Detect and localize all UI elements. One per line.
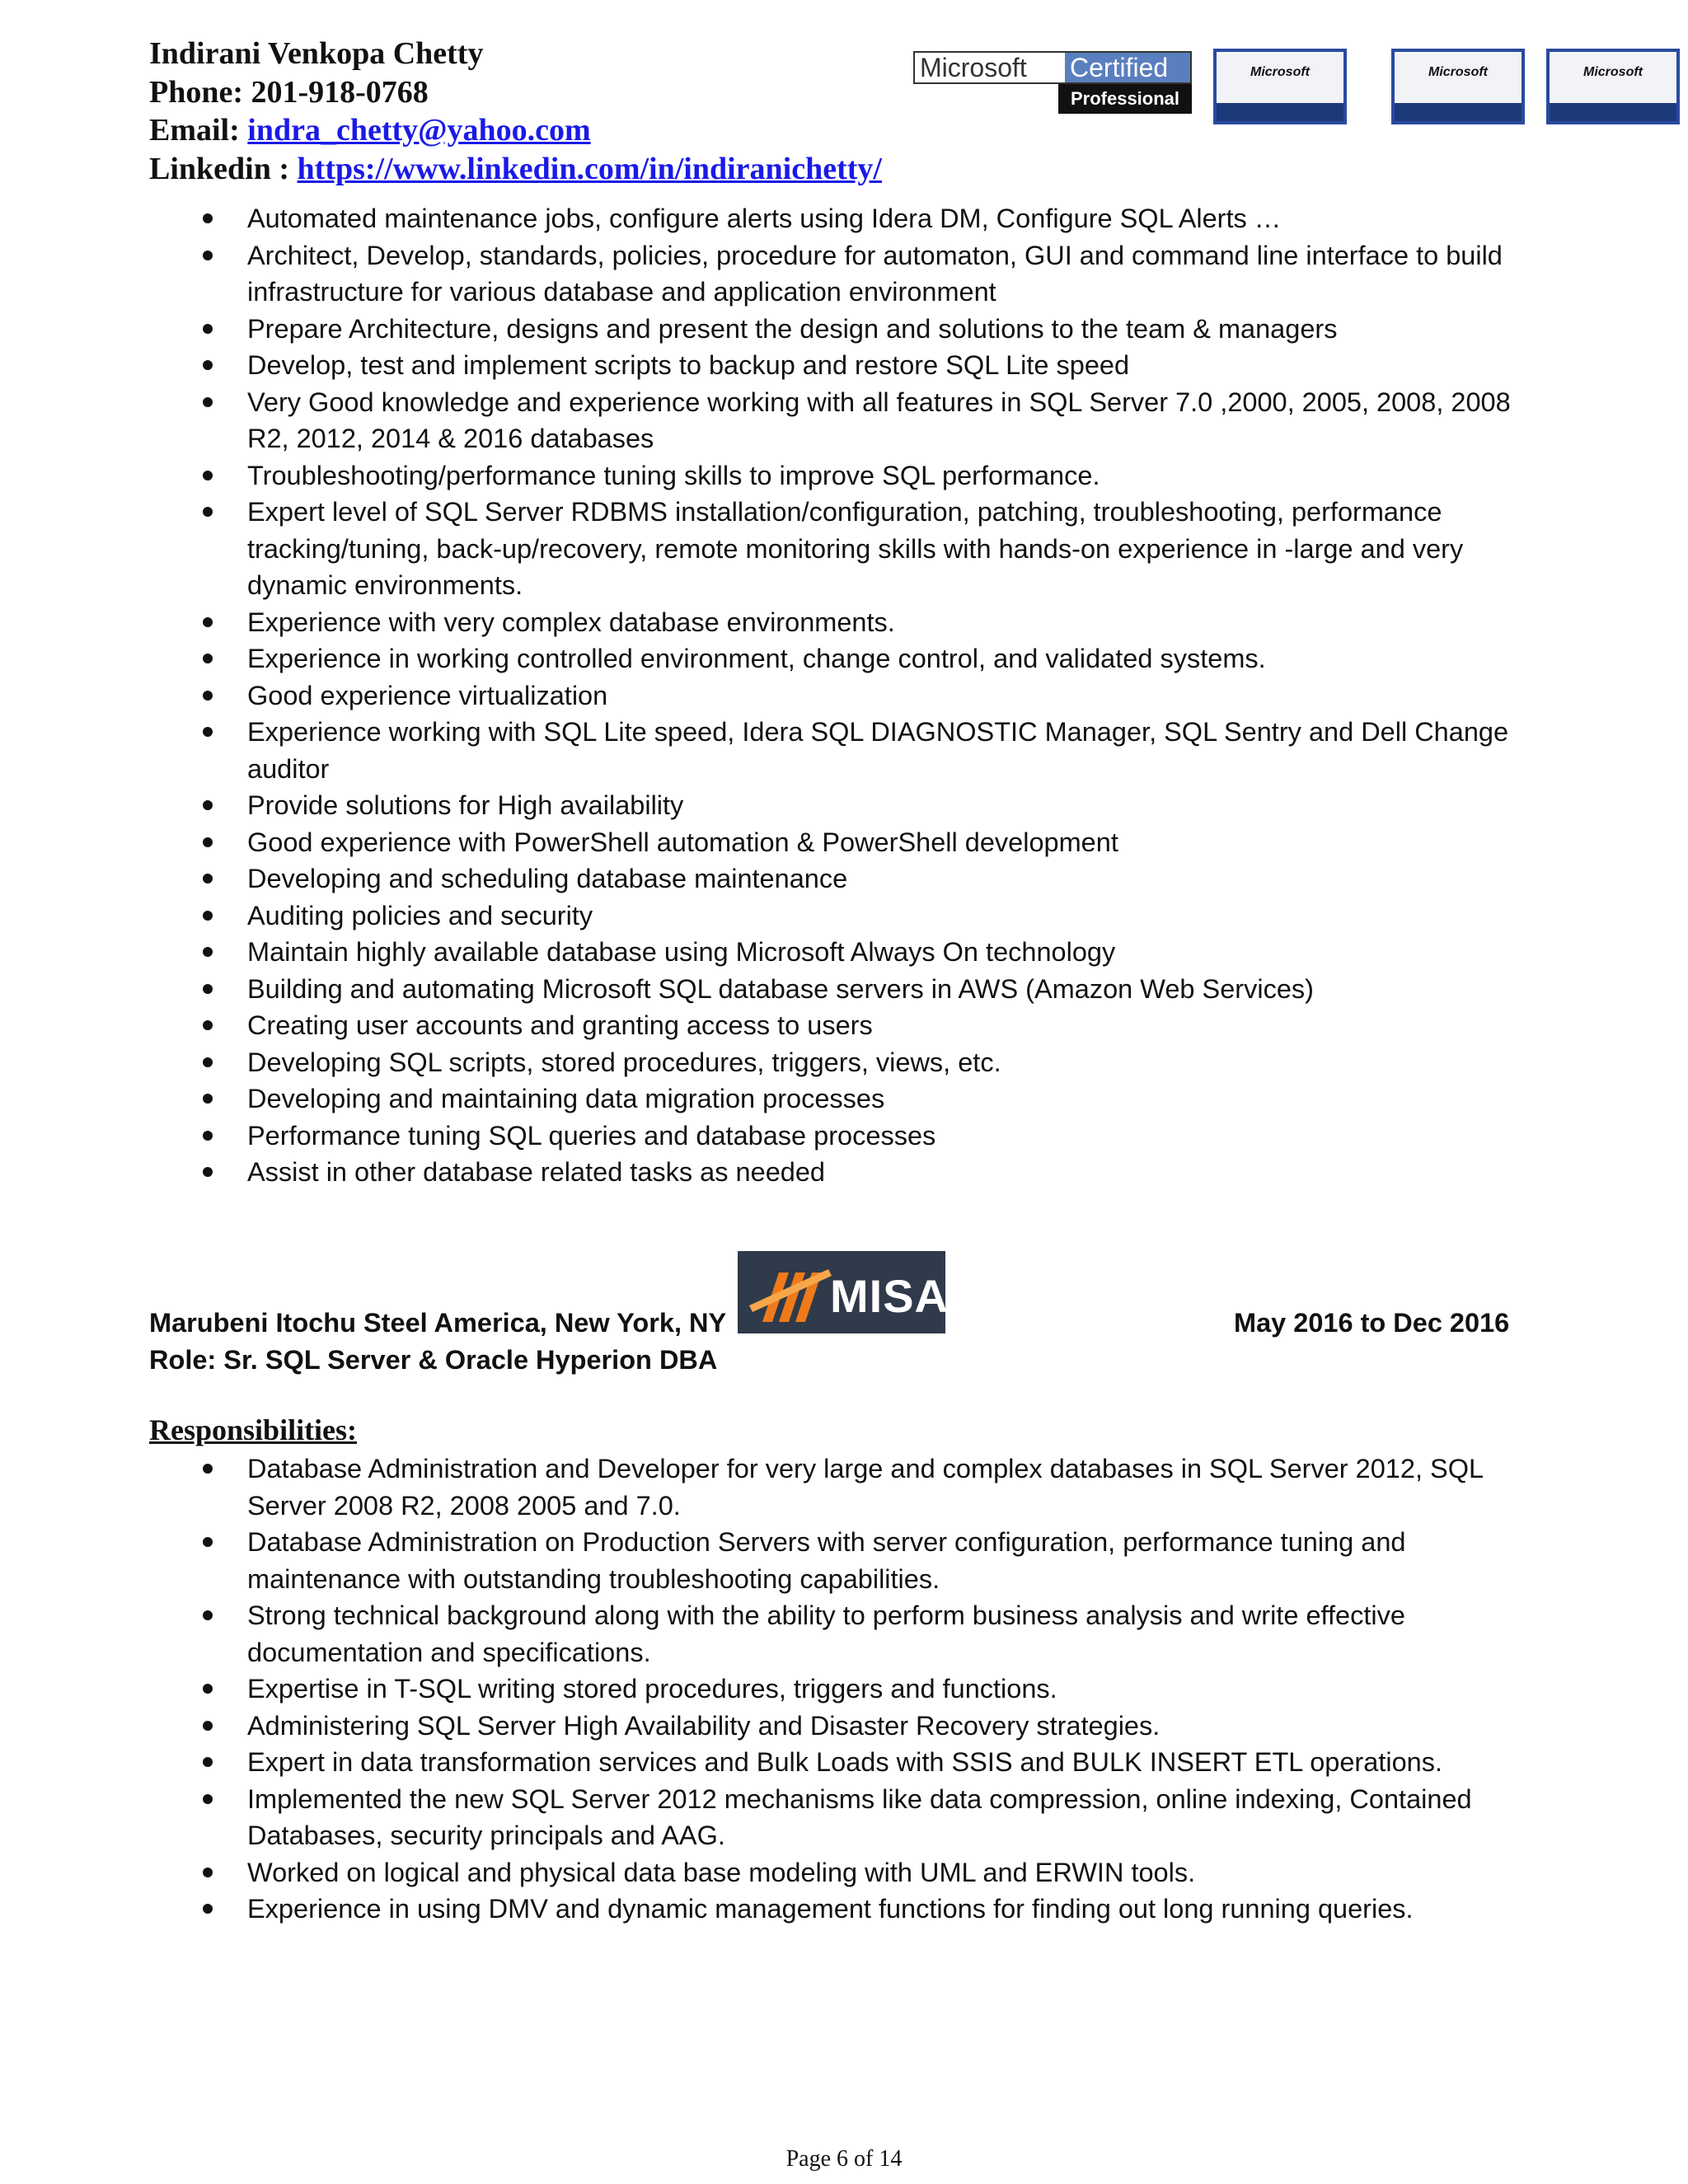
job-dates: May 2016 to Dec 2016 <box>1234 1308 1510 1338</box>
skill-bullet-item: Prepare Architecture, designs and present the design and solutions to the team & managers <box>247 311 1550 348</box>
misa-logo <box>738 1251 949 1333</box>
linkedin-link[interactable]: https://www.linkedin.com/in/indiranichetty/ <box>297 151 882 186</box>
email-link[interactable]: indra_chetty@yahoo.com <box>247 113 591 148</box>
skill-bullet-item: Building and automating Microsoft SQL database servers in AWS (Amazon Web Services) <box>247 971 1550 1008</box>
skill-bullet-item: Expert level of SQL Server RDBMS installation/configuration, patching, troubleshooting, performance tracking/tuning, back-up/recovery, remote monitoring skills with hands-on experience in -large and very dynamic environments. <box>247 494 1550 604</box>
page-number: Page 6 of 14 <box>785 2146 903 2172</box>
misa-mark-icon <box>746 1264 835 1324</box>
microsoft-badge-2 <box>1391 49 1525 124</box>
skill-bullet-item: Creating user accounts and granting access to users <box>247 1007 1550 1044</box>
phone-number: 201-918-0768 <box>251 74 429 110</box>
microsoft-badge-3 <box>1546 49 1680 124</box>
responsibility-bullet-item: Expert in data transformation services and Bulk Loads with SSIS and BULK INSERT ETL operations. <box>247 1744 1550 1781</box>
phone-line <box>149 73 973 112</box>
badge-3-text: Microsoft <box>1583 65 1643 79</box>
skill-bullet-item: Automated maintenance jobs, configure alerts using Idera DM, Configure SQL Alerts … <box>247 200 1550 237</box>
misa-logo-text: MISA <box>830 1270 949 1322</box>
skill-bullet-item: Developing and maintaining data migration processes <box>247 1080 1550 1118</box>
skill-bullet-item: Auditing policies and security <box>247 898 1550 935</box>
responsibility-bullet-item: Database Administration on Production Servers with server configuration, performance tuning and maintenance with outstanding troubleshooting capabilities. <box>247 1524 1550 1597</box>
ms-logo-certified: Certified <box>1065 53 1190 82</box>
skill-bullet-item: Good experience virtualization <box>247 677 1550 715</box>
responsibility-bullet-item: Implemented the new SQL Server 2012 mechanisms like data compression, online indexing, Contained Databases, security principals and AAG. <box>247 1781 1550 1854</box>
phone-label: Phone: <box>149 74 243 110</box>
skill-bullet-item: Develop, test and implement scripts to backup and restore SQL Lite speed <box>247 347 1550 384</box>
responsibilities-bullet-list <box>247 1451 1550 1928</box>
linkedin-line <box>149 150 973 189</box>
linkedin-label: Linkedin : <box>149 151 290 186</box>
badge-1-text: Microsoft <box>1250 65 1310 79</box>
job-header <box>149 1305 1510 1342</box>
skill-bullet-item: Performance tuning SQL queries and database processes <box>247 1118 1550 1155</box>
company-name: Marubeni Itochu Steel America, New York, NY <box>149 1308 727 1338</box>
skill-bullet-item: Assist in other database related tasks as needed <box>247 1154 1550 1191</box>
microsoft-badge-1 <box>1213 49 1347 124</box>
microsoft-certified-professional-logo <box>913 51 1192 114</box>
candidate-name: Indirani Venkopa Chetty <box>149 36 484 71</box>
skill-bullet-item: Experience working with SQL Lite speed, Idera SQL DIAGNOSTIC Manager, SQL Sentry and Dell Change auditor <box>247 714 1550 787</box>
skill-bullet-item: Troubleshooting/performance tuning skills to improve SQL performance. <box>247 457 1550 494</box>
skills-bullet-list <box>247 200 1550 1191</box>
skill-bullet-item: Architect, Develop, standards, policies, procedure for automaton, GUI and command line interface to build infrastructure for various database and application environment <box>247 237 1550 311</box>
responsibility-bullet-item: Strong technical background along with the ability to perform business analysis and write effective documentation and specifications. <box>247 1597 1550 1671</box>
job-role: Role: Sr. SQL Server & Oracle Hyperion DBA <box>149 1345 718 1375</box>
skill-bullet-item: Provide solutions for High availability <box>247 787 1550 824</box>
skill-bullet-item: Maintain highly available database using Microsoft Always On technology <box>247 934 1550 971</box>
ms-logo-word: Microsoft <box>920 53 1027 82</box>
skill-bullet-item: Experience with very complex database environments. <box>247 604 1550 641</box>
skill-bullet-item: Developing SQL scripts, stored procedures, triggers, views, etc. <box>247 1044 1550 1081</box>
badge-2-text: Microsoft <box>1428 65 1488 79</box>
responsibility-bullet-item: Worked on logical and physical data base modeling with UML and ERWIN tools. <box>247 1854 1550 1891</box>
responsibility-bullet-item: Administering SQL Server High Availability and Disaster Recovery strategies. <box>247 1708 1550 1745</box>
skill-bullet-item: Experience in working controlled environment, change control, and validated systems. <box>247 640 1550 677</box>
responsibility-bullet-item: Experience in using DMV and dynamic management functions for finding out long running queries. <box>247 1891 1550 1928</box>
responsibility-bullet-item: Expertise in T-SQL writing stored procedures, triggers and functions. <box>247 1671 1550 1708</box>
email-line <box>149 111 973 150</box>
responsibility-bullet-item: Database Administration and Developer for very large and complex databases in SQL Server 2012, SQL Server 2008 R2, 2008 2005 and 7.0. <box>247 1451 1550 1524</box>
skill-bullet-item: Good experience with PowerShell automation & PowerShell development <box>247 824 1550 861</box>
contact-header <box>149 35 973 188</box>
responsibilities-heading: Responsibilities: <box>149 1413 358 1446</box>
email-label: Email: <box>149 113 240 148</box>
skill-bullet-item: Developing and scheduling database maintenance <box>247 860 1550 898</box>
ms-logo-professional: Professional <box>1058 84 1192 114</box>
skill-bullet-item: Very Good knowledge and experience working with all features in SQL Server 7.0 ,2000, 2005, 2008, 2008 R2, 2012, 2014 & 2016 databases <box>247 384 1550 457</box>
